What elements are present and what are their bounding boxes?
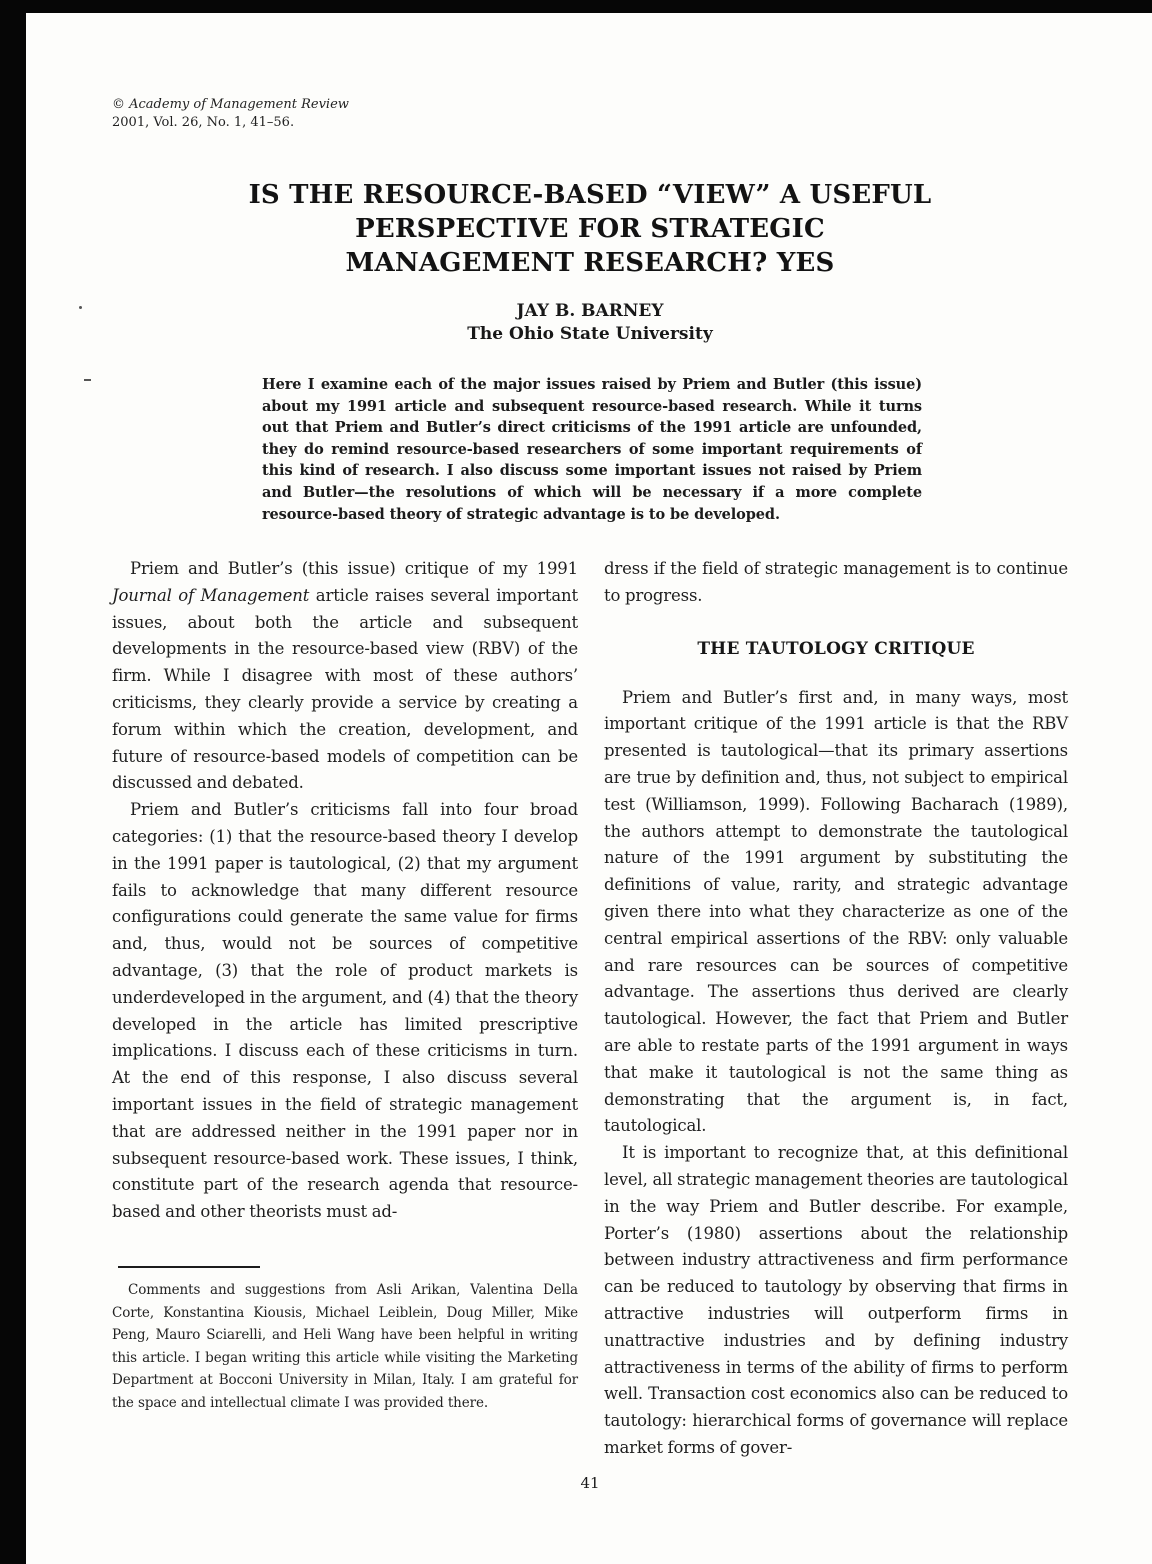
footnote-rule xyxy=(118,1266,260,1268)
footnote-text: Comments and suggestions from Asli Arikan, Valentina Della Corte, Konstantina Kiousis, Michael Leiblein, Doug Miller, Mike Peng, Mauro Sciarelli, and Heli Wang have been helpful in writing this article. I began writing this article while visiting the Marketing Department at Bocconi University in Milan, Italy. I am grateful for the space and intellectual climate I was provided there. xyxy=(112,1282,578,1411)
journal-issue: 2001, Vol. 26, No. 1, 41–56. xyxy=(112,114,295,130)
article-title xyxy=(112,178,1068,280)
paragraph-text: Priem and Butler’s (this issue) critique of my 1991 xyxy=(130,559,578,578)
section-heading: THE TAUTOLOGY CRITIQUE xyxy=(697,638,975,659)
author-affiliation: The Ohio State University xyxy=(467,324,713,344)
body-paragraph: dress if the field of strategic management is to continue to progress. xyxy=(604,559,1068,605)
journal-name: © Academy of Management Review xyxy=(112,97,349,112)
abstract-text: Here I examine each of the major issues raised by Priem and Butler (this issue) about my 1991 article and subsequent resource-based research. While it turns out that Priem and Butler’s direct criticisms of the 1991 article are unfounded, they do remind resource-based researchers of some important requirements of this kind of research. I also discuss some important issues not raised by Priem and Butler—the resolutions of which will be necessary if a more complete resource-based theory of strategic advantage is to be developed. xyxy=(262,376,922,523)
title-line-3: MANAGEMENT RESEARCH? YES xyxy=(345,248,835,278)
body-paragraph: It is important to recognize that, at this definitional level, all strategic management theories are tautological in the way Priem and Butler describe. For example, Porter’s (1980) assertions about the relationship between industry attractiveness and firm performance can be reduced to tautology by observing that firms in attractive industries will outperform firms in unattractive industries and by defining industry attractiveness in terms of the ability of firms to perform well. Transaction cost economics also can be reduced to tautology: hierarchical forms of governance will replace market forms of gover- xyxy=(604,1143,1068,1457)
body-paragraph: Priem and Butler’s first and, in many ways, most important critique of the 1991 article is that the RBV presented is tautological—that its primary assertions are true by definition and, thus, not subject to empirical test (Williamson, 1999). Following Bacharach (1989), the authors attempt to demonstrate the tautological nature of the 1991 argument by substituting the definitions of value, rarity, and strategic advantage given there into what they characterize as one of the central empirical assertions of the RBV: only valuable and rare resources can be sources of competitive advantage. The assertions thus derived are clearly tautological. However, the fact that Priem and Butler are able to restate parts of the 1991 argument in ways that make it tautological is not the same thing as demonstrating that the argument is, in fact, tautological. xyxy=(604,687,1068,1136)
author-name: JAY B. BARNEY xyxy=(516,301,664,321)
body-paragraph xyxy=(112,556,578,797)
title-line-1: IS THE RESOURCE-BASED “VIEW” A USEFUL xyxy=(248,180,932,210)
page-number: 41 xyxy=(580,1474,600,1492)
paragraph-text: article raises several important issues, about both the article and subsequent developments in the resource-based view (RBV) of the firm. While I disagree with most of these authors’ criticisms, they clearly provide a service by creating a forum within which the creation, development, and future of resource-based models of competition can be discussed and debated. xyxy=(112,585,578,793)
scan-edge-top xyxy=(0,0,1152,13)
journal-header xyxy=(112,96,349,131)
title-line-2: PERSPECTIVE FOR STRATEGIC xyxy=(355,214,825,244)
scan-artifact-dot xyxy=(79,306,82,309)
scan-artifact-dash xyxy=(84,379,91,381)
left-column xyxy=(112,556,578,1226)
journal-title-italic: Journal of Management xyxy=(112,585,310,605)
footnote xyxy=(112,1266,578,1415)
scan-edge-left xyxy=(0,0,26,1564)
author-block xyxy=(112,300,1068,346)
body-paragraph: Priem and Butler’s criticisms fall into four broad categories: (1) that the resource-based theory I develop in the 1991 paper is tautological, (2) that my argument fails to acknowledge that many different resource configurations could generate the same value for firms and, thus, would not be sources of competitive advantage, (3) that the role of product markets is underdeveloped in the argument, and (4) that the theory developed in the article has limited prescriptive implications. I discuss each of these criticisms in turn. At the end of this response, I also discuss several important issues in the field of strategic management that are addressed neither in the 1991 paper nor in subsequent resource-based work. These issues, I think, constitute part of the research agenda that resource-based and other theorists must ad- xyxy=(112,800,578,1222)
right-column xyxy=(604,556,1068,1462)
